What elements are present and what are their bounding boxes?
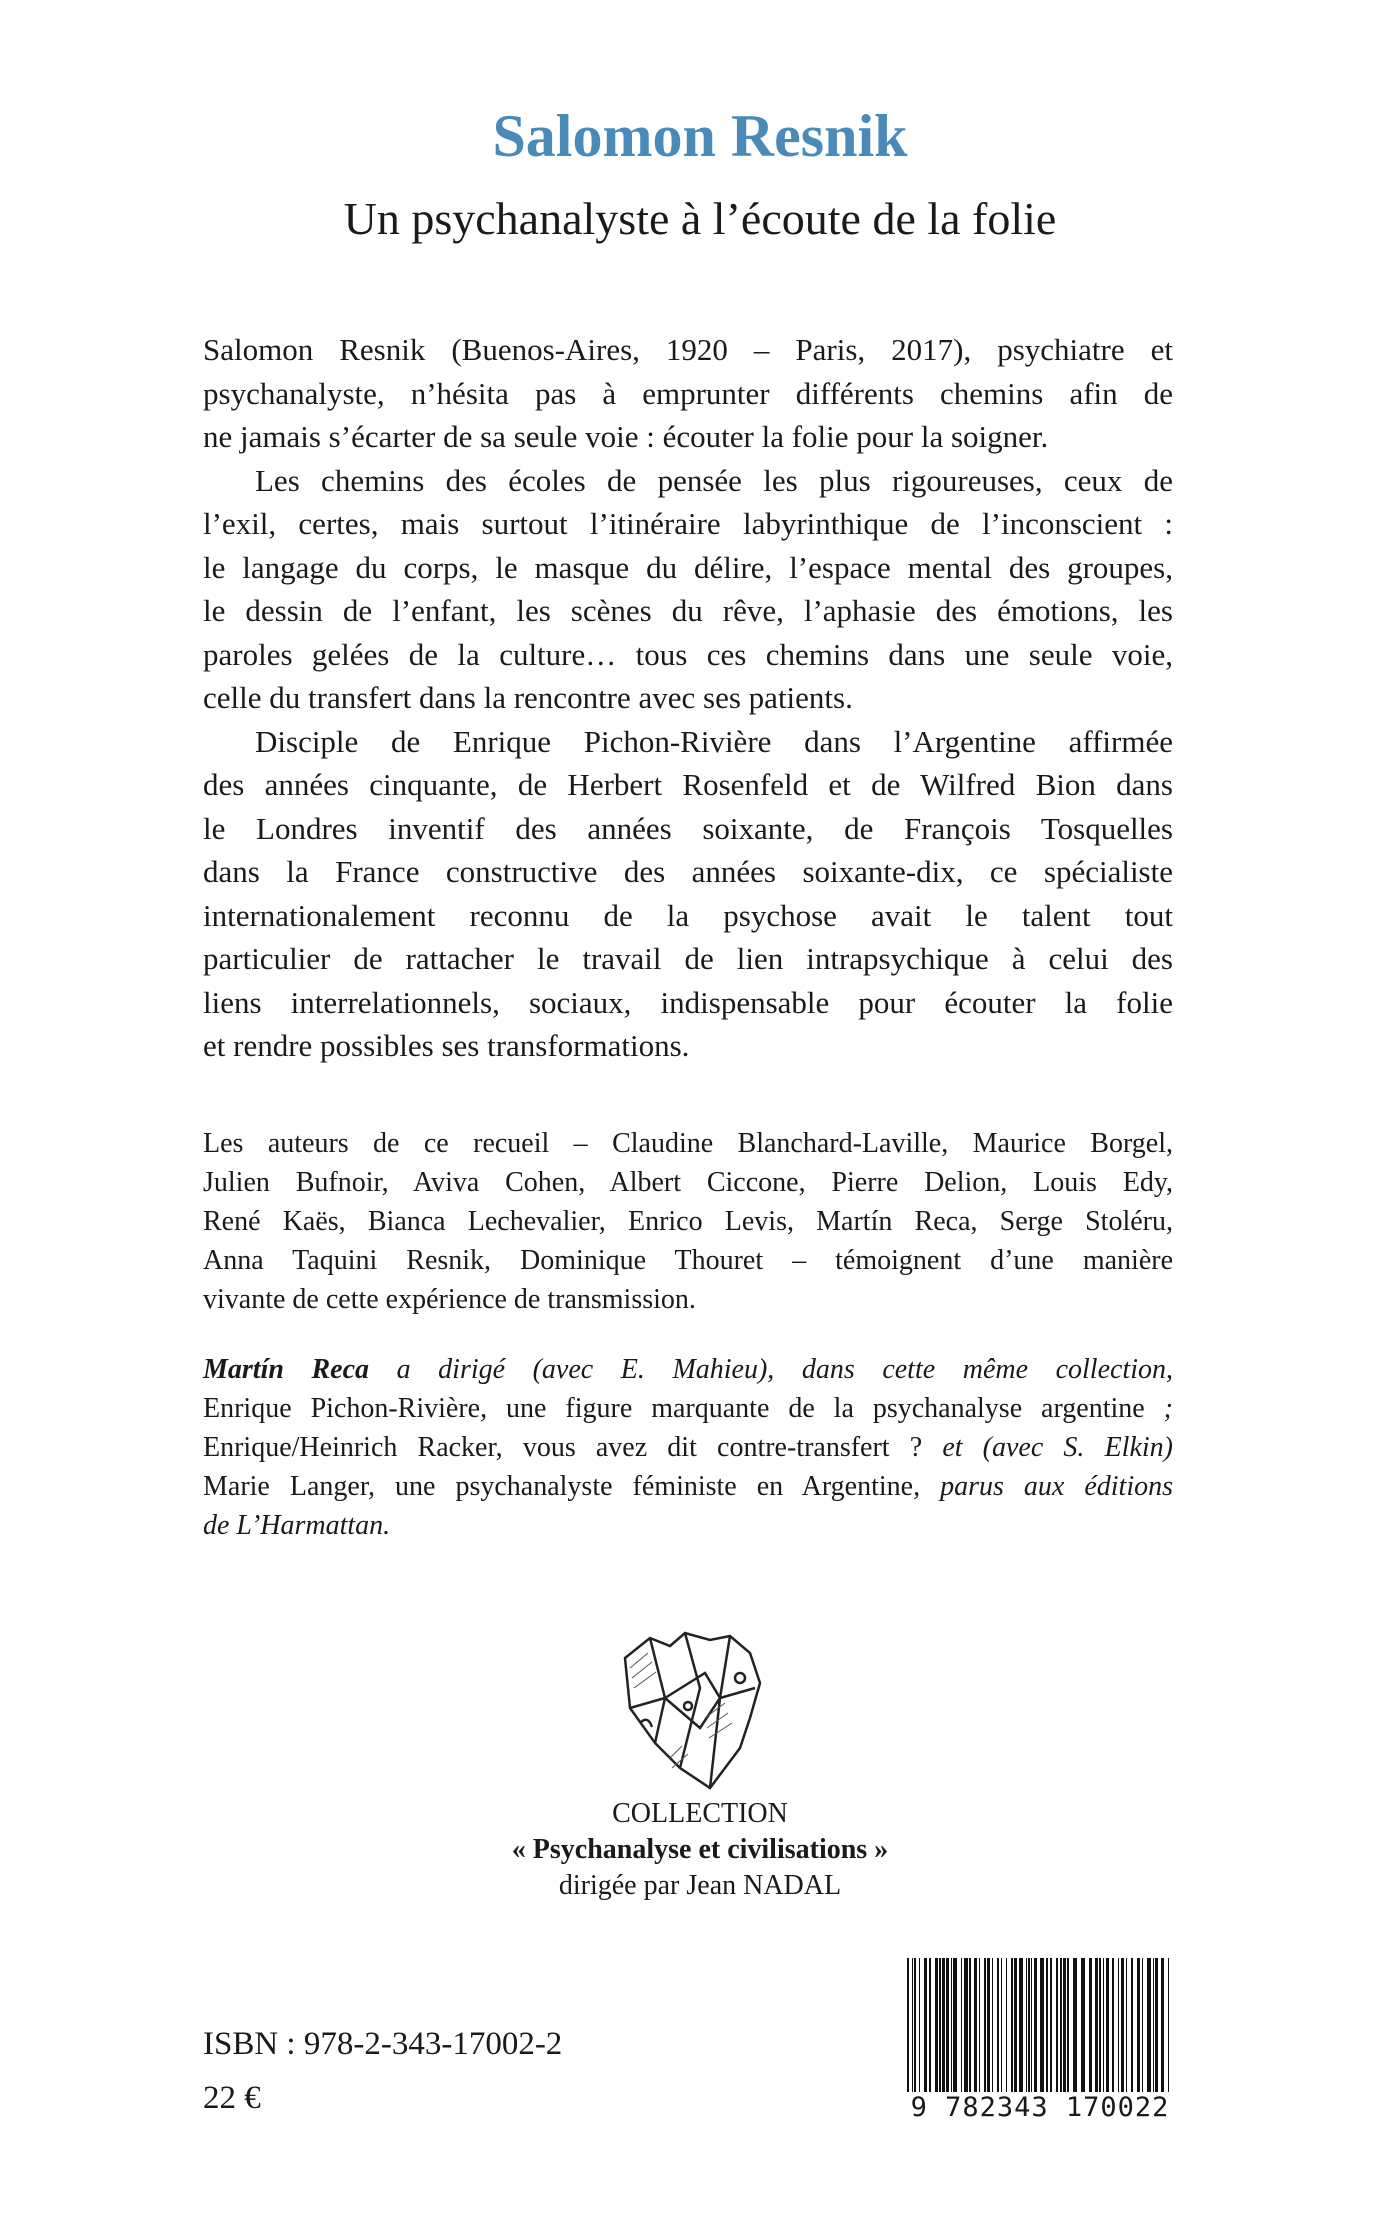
barcode-bar (961, 1958, 962, 2108)
text-line: particulier de rattacher le travail de lien intrapsychique à celui des (203, 941, 1173, 976)
barcode-bar (1014, 1958, 1017, 2108)
isbn: ISBN : 978-2-343-17002-2 (203, 2026, 563, 2062)
barcode-bar (951, 1958, 952, 2108)
text-line: le langage du corps, le masque du délire, l’espace mental des groupes, (203, 549, 1173, 585)
barcode-bar (1060, 1958, 1062, 2108)
barcode-bar (1040, 1958, 1044, 2108)
barcode-bar (1089, 1958, 1092, 2108)
barcode-bar (935, 1958, 938, 2108)
text-line: celle du transfert dans la rencontre avec ses patients. (203, 680, 853, 715)
barcode-bar (1046, 1958, 1048, 2108)
barcode-bar (1050, 1958, 1052, 2108)
barcode-bar (1106, 1958, 1109, 2108)
book-title: Enrique/Heinrich Racker, vous avez dit contre-transfert ? (203, 1432, 923, 1463)
text-line (203, 1467, 1173, 1506)
barcode-bar (984, 1958, 986, 2108)
text-line: psychanalyste, n’hésita pas à emprunter différents chemins afin de (203, 375, 1173, 411)
barcode-bar (1126, 1958, 1127, 2108)
barcode-bar (992, 1958, 993, 2108)
text-line: des années cinquante, de Herbert Rosenfeld et de Wilfred Bion dans (203, 767, 1173, 802)
barcode-bar (1112, 1958, 1114, 2108)
text-line: Anna Taquini Resnik, Dominique Thouret – témoignent d’une manière (203, 1245, 1173, 1276)
barcode-bar (939, 1958, 941, 2108)
barcode-bar (1034, 1958, 1037, 2108)
text-line: le dessin de l’enfant, les scènes du rêve, l’aphasie des émotions, les (203, 593, 1173, 628)
text-segment: , parus aux éditions (913, 1471, 1173, 1502)
barcode-bar (1131, 1958, 1133, 2108)
text-line: Les chemins des écoles de pensée les plus rigoureuses, ceux de (255, 462, 1173, 498)
text-line (203, 1350, 1173, 1389)
barcode-bar (1121, 1958, 1124, 2108)
barcode-bar (979, 1958, 980, 2108)
barcode-bar (929, 1958, 931, 2108)
barcode-bar (953, 1958, 957, 2108)
barcode-bar (1026, 1958, 1027, 2108)
text-line: de L’Harmattan. (203, 1510, 391, 1541)
barcode-bar (1168, 1958, 1169, 2108)
barcode-bar (1095, 1958, 1098, 2108)
barcode-bar (964, 1958, 968, 2108)
price: 22 € (203, 2080, 261, 2116)
book-author-title: Salomon Resnik (492, 103, 908, 169)
barcode-bar (1056, 1958, 1058, 2108)
text-line: vivante de cette expérience de transmission. (203, 1284, 696, 1315)
barcode-bar (1001, 1958, 1002, 2108)
text-line: et rendre possibles ses transformations. (203, 1028, 690, 1063)
barcode-bar (1118, 1958, 1119, 2108)
barcode-bar (1147, 1958, 1151, 2108)
barcode-digits: 9 782343 170022 (900, 2092, 1180, 2123)
collection-label: COLLECTION (612, 1798, 788, 1829)
barcode-bar (974, 1958, 977, 2108)
barcode-bar (1103, 1958, 1104, 2108)
barcode-bar (1153, 1958, 1154, 2108)
barcode-bar (1006, 1958, 1007, 2108)
text-line (203, 1389, 1173, 1428)
barcode-bar (914, 1958, 916, 2108)
collection-director: dirigée par Jean NADAL (558, 1870, 842, 1901)
barcode-bar (942, 1958, 945, 2108)
barcode-bar (1011, 1958, 1013, 2108)
collection-name: « Psychanalyse et civilisations » (511, 1834, 889, 1865)
barcode-bar (1081, 1958, 1085, 2108)
barcode-bar (912, 1958, 913, 2108)
text-line: Salomon Resnik (Buenos-Aires, 1920 – Paris, 2017), psychiatre et (203, 332, 1173, 367)
text-line: Julien Bufnoir, Aviva Cohen, Albert Ciccone, Pierre Delion, Louis Edy, (203, 1167, 1173, 1198)
barcode-bar (946, 1958, 949, 2108)
text-line: Les auteurs de ce recueil – Claudine Blanchard-Laville, Maurice Borgel, (203, 1128, 1173, 1159)
barcode-bar (997, 1958, 999, 2108)
barcode-bar (987, 1958, 990, 2108)
text-line: Disciple de Enrique Pichon-Rivière dans l’Argentine affirmée (255, 723, 1173, 759)
barcode-bar (1155, 1958, 1158, 2108)
text-line: paroles gelées de la culture… tous ces chemins dans une seule voie, (203, 636, 1173, 672)
barcode-bar (907, 1958, 909, 2108)
barcode-bar (1019, 1958, 1023, 2108)
text-line: internationalement reconnu de la psychose avait le talent tout (203, 897, 1173, 933)
text-line: dans la France constructive des années soixante-dix, ce spécialiste (203, 854, 1173, 889)
editor-name: Martín Reca (203, 1354, 370, 1385)
editor-note (203, 1350, 1173, 1545)
barcode-bar (1067, 1958, 1069, 2108)
book-subtitle: Un psychanalyste à l’écoute de la folie (343, 193, 1057, 244)
barcode-bar (1028, 1958, 1030, 2108)
text-line (203, 1428, 1173, 1467)
text-segment: ; (1144, 1393, 1174, 1424)
barcode-bar (1063, 1958, 1066, 2108)
barcode-bar (919, 1958, 920, 2108)
book-title: Enrique Pichon-Rivière, une figure marquante de la psychanalyse argentine (203, 1393, 1145, 1424)
text-segment: et (avec S. Elkin) (922, 1432, 1173, 1463)
barcode-bar (1073, 1958, 1077, 2108)
barcode-bar (1099, 1958, 1101, 2108)
text-line: le Londres inventif des années soixante, de François Tosquelles (203, 810, 1173, 846)
barcode-bar (1137, 1958, 1140, 2108)
barcode-bar (1161, 1958, 1164, 2108)
text-line: l’exil, certes, mais surtout l’itinéraire labyrinthique de l’inconscient : (203, 506, 1173, 541)
text-segment: a dirigé (avec E. Mahieu), dans cette même collection, (369, 1354, 1173, 1385)
intro-text (203, 328, 1173, 1068)
text-line: liens interrelationnels, sociaux, indispensable pour écouter la folie (203, 984, 1173, 1020)
text-line: ne jamais s’écarter de sa seule voie : écouter la folie pour la soigner. (203, 419, 1049, 454)
collection-info (0, 1796, 1400, 1904)
barcode-bar (1031, 1958, 1032, 2108)
collection-logo-face-icon (610, 1628, 770, 1793)
text-line: René Kaës, Bianca Lechevalier, Enrico Levis, Martín Reca, Serge Stoléru, (203, 1206, 1173, 1237)
barcode-bar (924, 1958, 927, 2108)
book-title: Marie Langer, une psychanalyste féministe en Argentine (203, 1471, 914, 1502)
authors-text (203, 1124, 1173, 1319)
barcode-bar (1142, 1958, 1143, 2108)
barcode-bar (969, 1958, 971, 2108)
